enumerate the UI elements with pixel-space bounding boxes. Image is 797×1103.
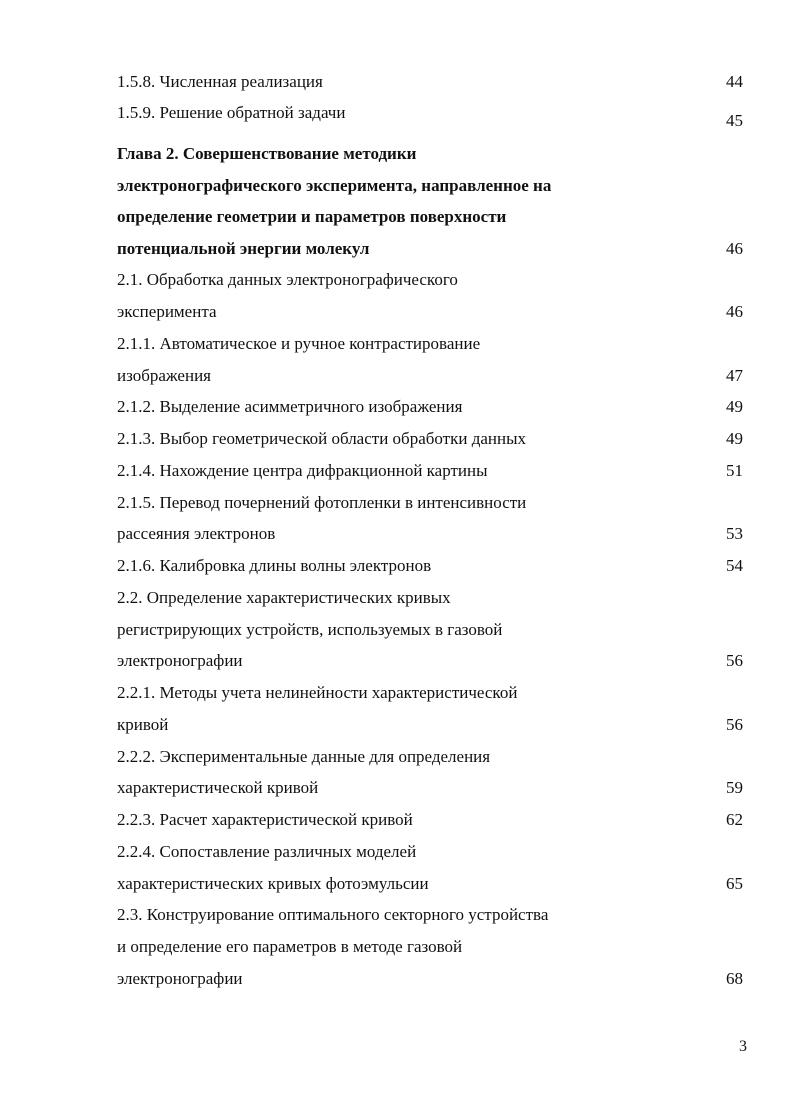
toc-page-number: 49: [726, 397, 743, 416]
toc-page-number: 56: [726, 651, 743, 670]
toc-line: 2.2. Определение характеристических кривых: [117, 588, 451, 607]
toc-line: 2.1.2. Выделение асимметричного изображения: [117, 397, 463, 416]
toc-line: 2.1.4. Нахождение центра дифракционной картины: [117, 461, 488, 480]
toc-line: 1.5.9. Решение обратной задачи: [117, 103, 346, 122]
page-number: 3: [739, 1038, 747, 1055]
toc-line: эксперимента: [117, 302, 217, 321]
toc-line: рассеяния электронов: [117, 524, 276, 543]
toc-page-number: 59: [726, 778, 743, 797]
toc-line: кривой: [117, 715, 169, 734]
toc-page-number: 65: [726, 874, 743, 893]
toc-line: 2.1.6. Калибровка длины волны электронов: [117, 556, 432, 575]
toc-page-number: 68: [726, 969, 743, 988]
toc-page-number: 62: [726, 810, 743, 829]
chapter-heading-line: потенциальной энергии молекул: [117, 239, 370, 258]
toc-line: 2.2.3. Расчет характеристической кривой: [117, 810, 413, 829]
toc-line: 2.1. Обработка данных электронографического: [117, 270, 458, 289]
toc-line: регистрирующих устройств, используемых в газовой: [117, 620, 503, 639]
toc-line: 2.1.1. Автоматическое и ручное контрастирование: [117, 334, 481, 353]
toc-page-number: 46: [726, 302, 743, 321]
toc-page-number: 51: [726, 461, 743, 480]
toc-line: 2.2.2. Экспериментальные данные для определения: [117, 747, 491, 766]
toc-line: 2.1.3. Выбор геометрической области обработки данных: [117, 429, 527, 448]
toc-line: электронографии: [117, 969, 243, 988]
toc-line: 2.2.4. Сопоставление различных моделей: [117, 842, 417, 861]
toc-line: электронографии: [117, 651, 243, 670]
toc-page-number: 49: [726, 429, 743, 448]
toc-line: 2.1.5. Перевод почернений фотопленки в интенсивности: [117, 493, 527, 512]
toc-page-number: 45: [726, 111, 743, 130]
toc-page-number: 56: [726, 715, 743, 734]
toc-page-number: 46: [726, 239, 743, 258]
toc-page-number: 53: [726, 524, 743, 543]
toc-line: 2.2.1. Методы учета нелинейности характеристической: [117, 683, 518, 702]
toc-line: 2.3. Конструирование оптимального секторного устройства: [117, 905, 549, 924]
toc-page-number: 44: [726, 72, 743, 91]
toc-page-number: 54: [726, 556, 743, 575]
chapter-heading-line: Глава 2. Совершенствование методики: [117, 144, 417, 163]
toc-line: и определение его параметров в методе газовой: [117, 937, 463, 956]
toc-line: характеристической кривой: [117, 778, 319, 797]
toc-line: характеристических кривых фотоэмульсии: [117, 874, 429, 893]
chapter-heading-line: электронографического эксперимента, направленное на: [117, 176, 552, 195]
toc-line: изображения: [117, 366, 211, 385]
chapter-heading-line: определение геометрии и параметров поверхности: [117, 207, 507, 226]
toc-page-number: 47: [726, 366, 743, 385]
toc-line: 1.5.8. Численная реализация: [117, 72, 323, 91]
